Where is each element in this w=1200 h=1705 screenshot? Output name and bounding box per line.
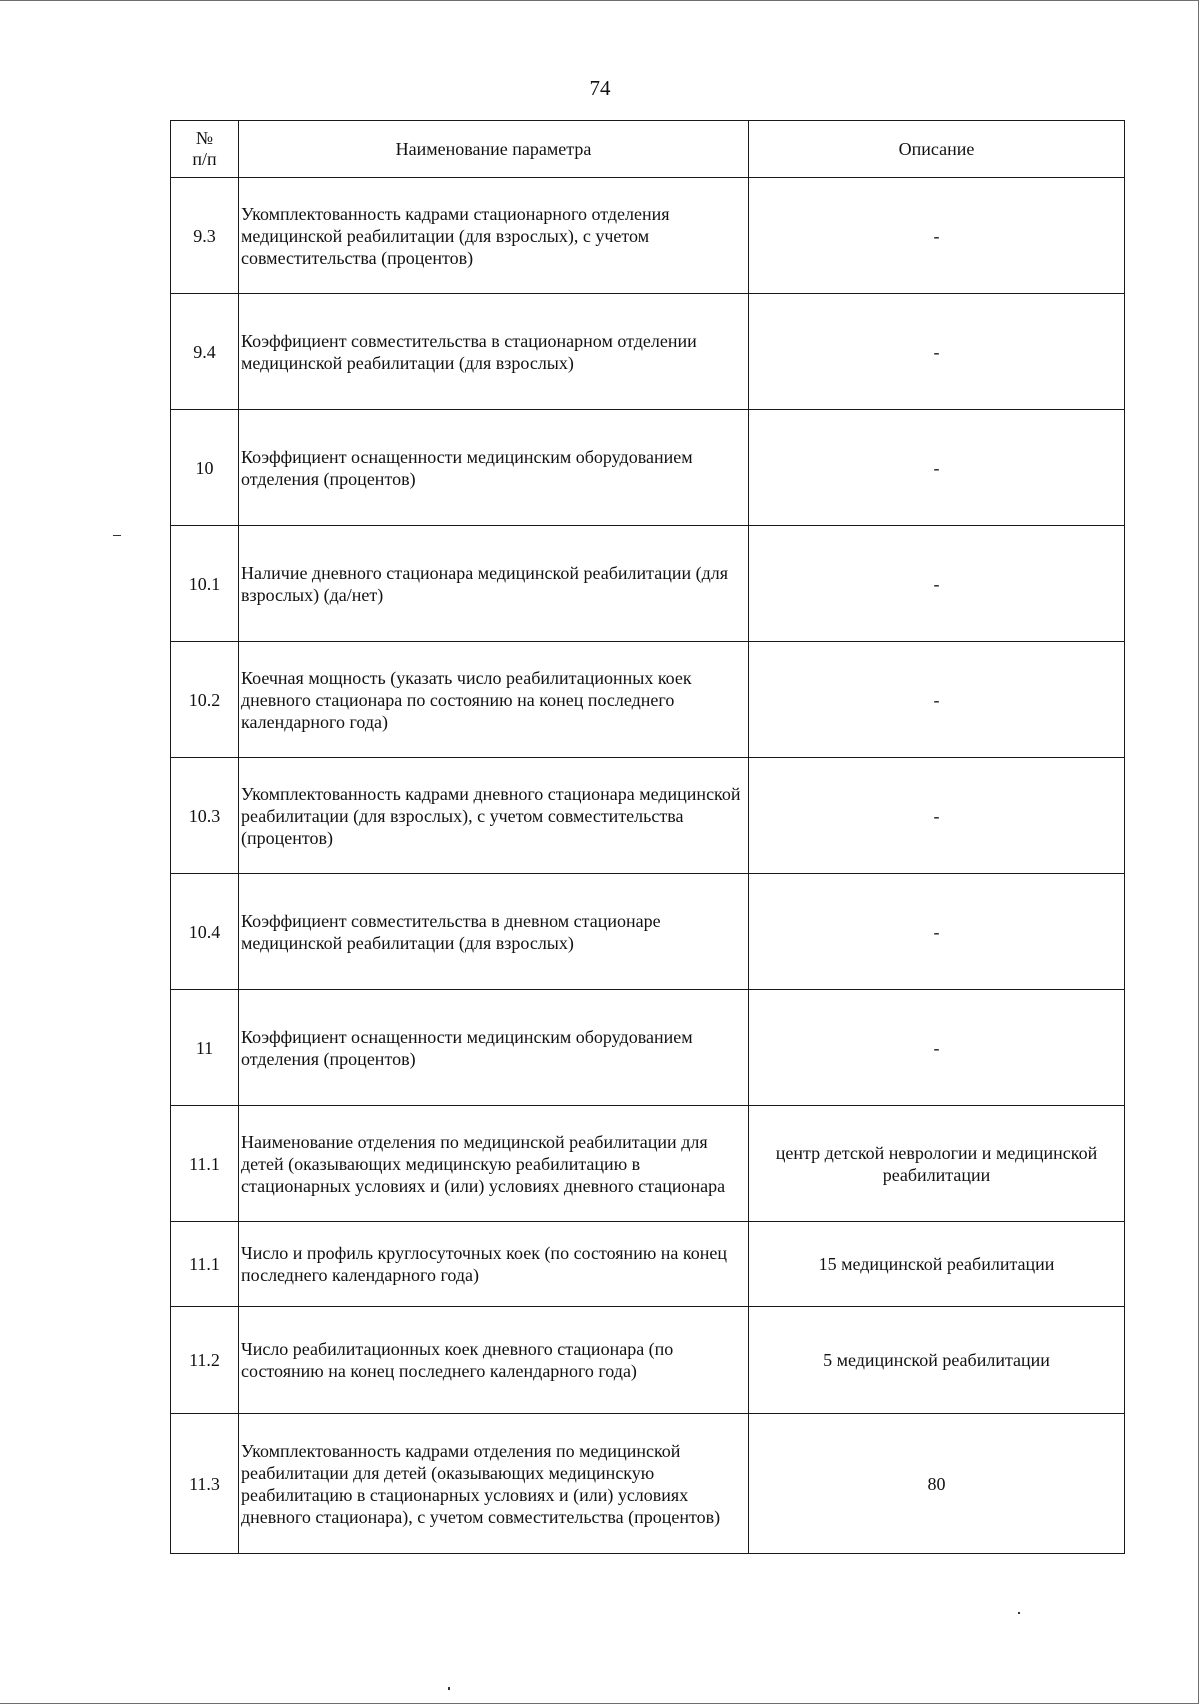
row-parameter-name: Коэффициент совместительства в стационарном отделении медицинской реабилитации (для взрослых) [239, 294, 749, 410]
row-description: - [749, 758, 1125, 874]
row-number: 9.3 [171, 178, 239, 294]
row-description: - [749, 990, 1125, 1106]
scan-mark [113, 535, 121, 536]
row-description: - [749, 642, 1125, 758]
table-header-row [171, 121, 1125, 178]
table-row [171, 874, 1125, 990]
table-row [171, 526, 1125, 642]
row-parameter-name: Наименование отделения по медицинской реабилитации для детей (оказывающих медицинскую реабилитацию в стационарных условиях и (или) условиях дневного стационара [239, 1106, 749, 1222]
row-number: 10.2 [171, 642, 239, 758]
table-row [171, 758, 1125, 874]
table-row [171, 1106, 1125, 1222]
row-number: 10.4 [171, 874, 239, 990]
table-row [171, 990, 1125, 1106]
row-parameter-name: Коечная мощность (указать число реабилитационных коек дневного стационара по состоянию на конец последнего календарного года) [239, 642, 749, 758]
row-description: - [749, 294, 1125, 410]
scan-mark [448, 1687, 450, 1690]
row-parameter-name: Коэффициент оснащенности медицинским оборудованием отделения (процентов) [239, 990, 749, 1106]
row-parameter-name: Число реабилитационных коек дневного стационара (по состоянию на конец последнего календарного года) [239, 1307, 749, 1414]
row-description: - [749, 526, 1125, 642]
row-parameter-name: Наличие дневного стационара медицинской реабилитации (для взрослых) (да/нет) [239, 526, 749, 642]
row-description: 80 [749, 1414, 1125, 1554]
row-parameter-name: Коэффициент оснащенности медицинским оборудованием отделения (процентов) [239, 410, 749, 526]
row-parameter-name: Коэффициент совместительства в дневном стационаре медицинской реабилитации (для взрослых) [239, 874, 749, 990]
scan-mark [1018, 1612, 1020, 1614]
row-number: 10 [171, 410, 239, 526]
table-row [171, 1414, 1125, 1554]
row-number: 11.1 [171, 1222, 239, 1307]
row-description: центр детской неврологии и медицинской реабилитации [749, 1106, 1125, 1222]
header-number-line2: п/п [192, 149, 217, 169]
row-number: 11.1 [171, 1106, 239, 1222]
table-row [171, 1307, 1125, 1414]
parameters-table [170, 120, 1125, 1554]
row-parameter-name: Укомплектованность кадрами отделения по медицинской реабилитации для детей (оказывающих медицинскую реабилитацию в стационарных условиях и (или) условиях дневного стационара), с учетом совместительства (процентов) [239, 1414, 749, 1554]
header-number-line1: № [195, 128, 214, 148]
table-row [171, 1222, 1125, 1307]
row-description: 15 медицинской реабилитации [749, 1222, 1125, 1307]
row-number: 9.4 [171, 294, 239, 410]
row-number: 11.3 [171, 1414, 239, 1554]
row-number: 10.1 [171, 526, 239, 642]
page-number: 74 [589, 76, 611, 100]
row-description: 5 медицинской реабилитации [749, 1307, 1125, 1414]
row-number: 11 [171, 990, 239, 1106]
row-number: 10.3 [171, 758, 239, 874]
header-description: Описание [749, 121, 1125, 178]
header-parameter-name: Наименование параметра [239, 121, 749, 178]
header-number [171, 121, 239, 178]
row-parameter-name: Укомплектованность кадрами стационарного отделения медицинской реабилитации (для взрослых), с учетом совместительства (процентов) [239, 178, 749, 294]
row-description: - [749, 874, 1125, 990]
table-row [171, 178, 1125, 294]
table-row [171, 410, 1125, 526]
row-description: - [749, 410, 1125, 526]
table-row [171, 642, 1125, 758]
row-description: - [749, 178, 1125, 294]
row-parameter-name: Укомплектованность кадрами дневного стационара медицинской реабилитации (для взрослых), с учетом совместительства (процентов) [239, 758, 749, 874]
table-row [171, 294, 1125, 410]
row-parameter-name: Число и профиль круглосуточных коек (по состоянию на конец последнего календарного года) [239, 1222, 749, 1307]
row-number: 11.2 [171, 1307, 239, 1414]
